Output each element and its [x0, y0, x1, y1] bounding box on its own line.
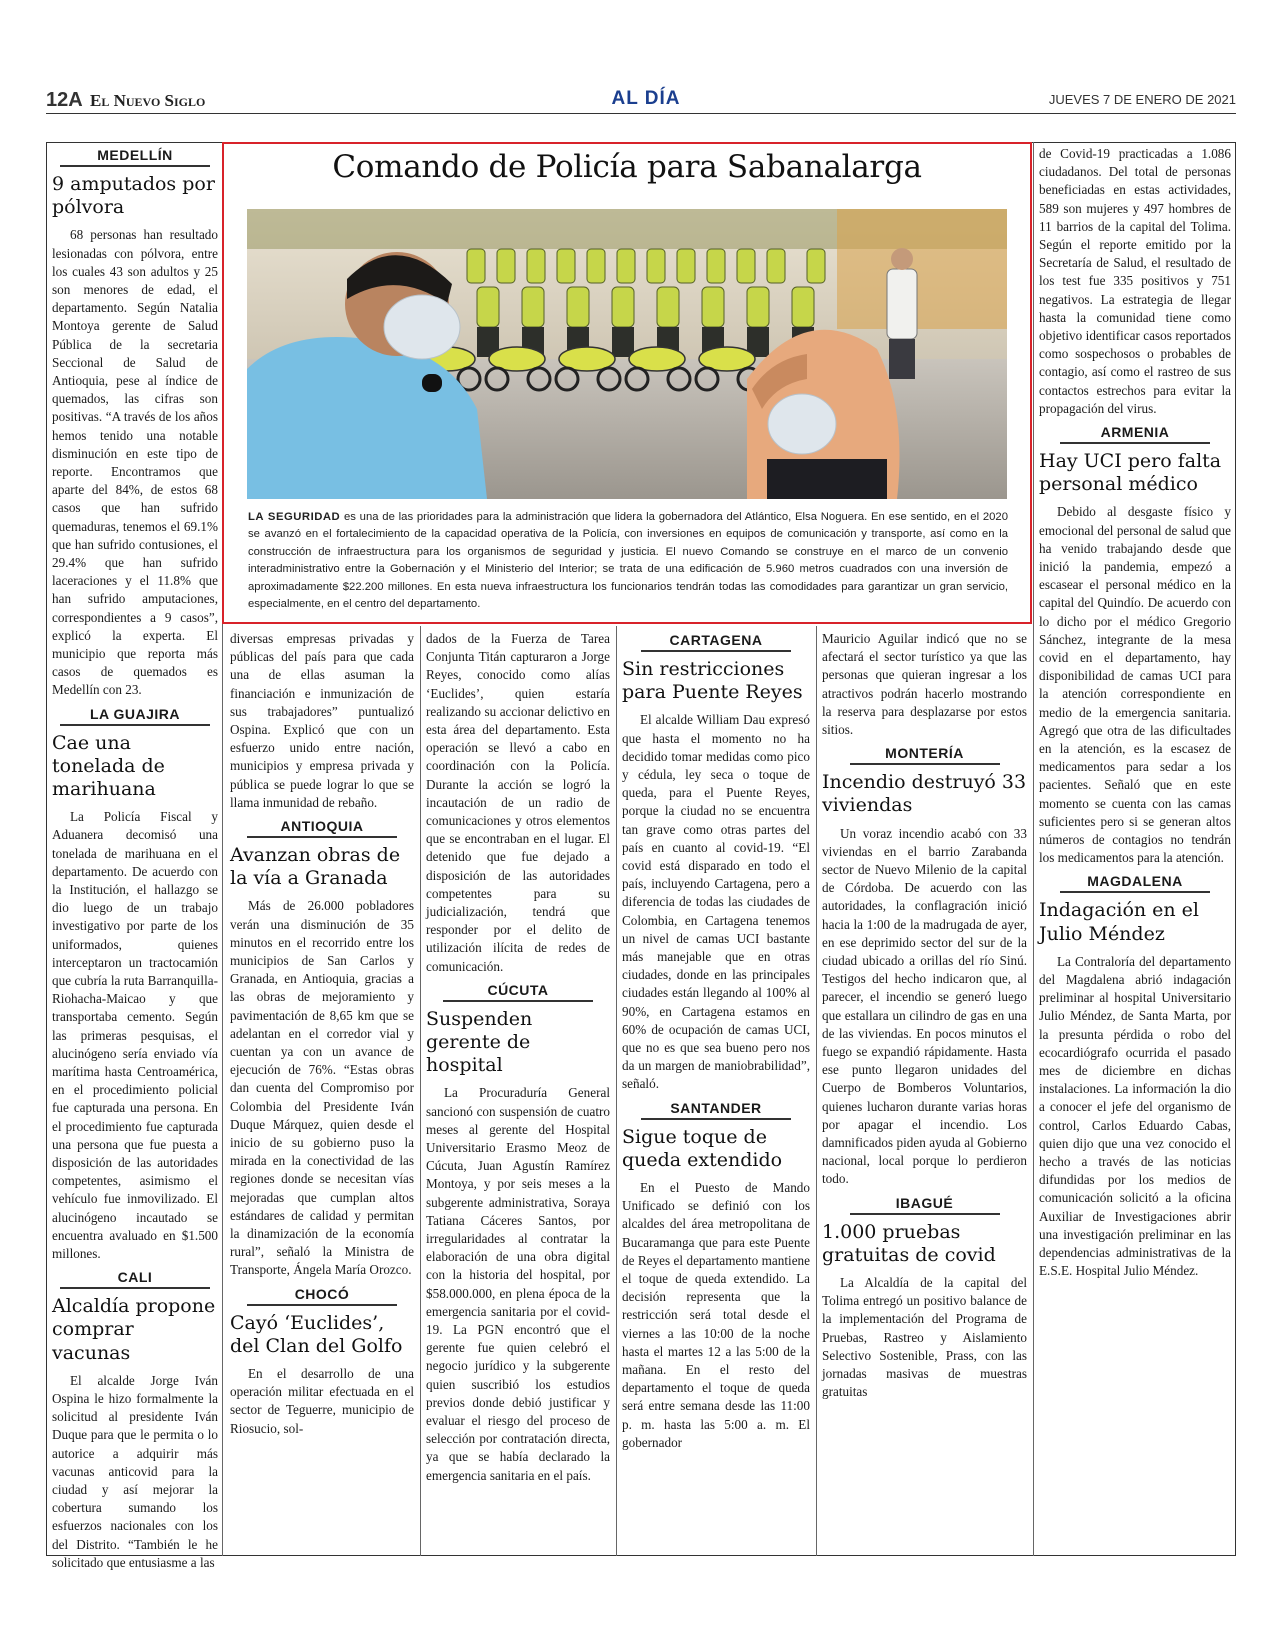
article-body: El alcalde William Dau expresó que hasta el momento no ha decidido tomar medidas como pico y cédula, ley seca o toque de queda, para el Puente Reyes, porque la ciudad no se encuentra tan grave como otras partes del país en cuanto al covid-19. “El covid está disparado en todo el país, incluyendo Cartagena, pero a diferencia de todas las ciudades de Colombia, en Cartagena tenemos un nivel de camas UCI bastante más manejable que en otras ciudades, donde en las principales ciudades están llegando al 100% al 90%, en Cartagena estamos en 60% de ocupación de camas UCI, que no es que sea bueno pero nos da un margen de maniobrabilidad”, señaló. [622, 712, 810, 1092]
article-headline: Sigue toque de queda extendido [622, 1125, 783, 1171]
region-label: IBAGUÉ [850, 1195, 1000, 1215]
region-label: MAGDALENA [1060, 873, 1210, 893]
region-label: LA GUAJIRA [60, 706, 210, 726]
article-headline: Sin restricciones para Puente Reyes [622, 658, 803, 704]
article-choco [230, 1286, 414, 1438]
region-label: CÚCUTA [443, 982, 593, 1002]
column-5 [822, 630, 1027, 1550]
article-body: La Policía Fiscal y Aduanera decomisó una tonelada de marihuana en el departamento. De acuerdo con la Institución, el hallazgo se dio luego de un trabajo investigativo por parte de los uniformados, quienes interceptaron un tractocamión que cubría la ruta Barranquilla-Riohacha-Maicao y que transportaba cemento. Según las primeras pesquisas, el alucinógeno sería enviado vía marítima hasta Centroamérica, en el procedimiento policial fue capturada una persona. En el procedimiento fue capturada una persona que fue puesta a disposición de las autoridades competentes, asimismo el vehículo fue inmovilizado. El alucinógeno incautado se encuentra avaluado en $1.500 millones. [52, 809, 218, 1262]
article-body: La Alcaldía de la capital del Tolima entregó un positivo balance de la implementación del Programa de Pruebas, Rastreo y Aislamiento Selectivo Sostenible, Prass, con las jornadas masivas de muestras gratuitas [822, 1274, 1027, 1400]
feature-photo [247, 209, 1007, 499]
article-armenia [1039, 424, 1231, 867]
article-continuation: de Covid-19 practicadas a 1.086 ciudadanos. Del total de personas beneficiadas en estas actividades, 589 son mujeres y 497 hombres de 11 barrios de la capital del Tolima. Según el reporte emitido por la Secretaría de Salud, el resultado de los test fue 335 positivos y 751 negativos. La estrategia de llegar hasta la comunidad tiene como objetivo identificar casos reportados como sospechosos o probables de contagio, así como el rastreo de sus contactos estrechos para evitar la propagación del virus. [1039, 146, 1231, 416]
region-label: SANTANDER [641, 1100, 791, 1120]
article-guajira [52, 706, 218, 1264]
article-body: Debido al desgaste físico y emocional del personal de salud que ha venido trabajando desde que inició la pandemia, empezó a escasear el personal médico en la capital del Quindío. De acuerdo con lo dicho por el médico Gregorio Sánchez, integrante de la mesa covid en el departamento, hay disponibilidad de camas UCI para la atención correspondiente en medio de la emergencia sanitaria. Agregó que otra de las dificultades en la atención, es la escasez de medicamentos para sedar a los pacientes. Señaló que en este momento se cuenta con las camas suficientes pero si se generan altos números de contagios no tendrán los medicamentos para la atención. [1039, 504, 1231, 866]
region-label: MEDELLÍN [60, 147, 210, 167]
article-headline: Incendio destruyó 33 viviendas [822, 771, 1027, 817]
section-name: AL DÍA [611, 88, 681, 109]
column-2 [230, 630, 414, 1550]
region-label: CHOCÓ [247, 1286, 397, 1306]
article-continuation: diversas empresas privadas y públicas del país para que cada una de ellas asuman la financiación e inmunización de sus trabajadores” puntualizó Ospina. Explicó que con un esfuerzo unido entre nación, municipios y empresa privada y pública se puede lograr lo que se llama inmunidad de rebaño. [230, 631, 414, 810]
article-headline: Indagación en el Julio Méndez [1039, 899, 1199, 945]
column-rule [616, 626, 617, 1556]
article-headline: Hay UCI pero falta personal médico [1039, 450, 1222, 496]
article-body: La Contraloría del departamento del Magdalena abrió indagación preliminar al hospital Universitario Julio Méndez, de Santa Marta, por la presunta pérdida o robo del ecocardiógrafo ocurrida el pasado mes de diciembre en dichas instalaciones. La información la dio a conocer el jefe del organismo de control, Carlos Eduardo Cabas, quien dijo que una vez conocido el hecho a través de las noticias difundidas por los medios de comunicación solicitó a la oficina Auxiliar de Investigaciones abrir una investigación preliminar en las dependencias administrativas de la E.S.E. Hospital Julio Méndez. [1039, 953, 1231, 1279]
column-4 [622, 630, 810, 1550]
article-santander [622, 1100, 810, 1452]
region-label: CARTAGENA [641, 632, 791, 652]
region-label: ARMENIA [1060, 424, 1210, 444]
article-headline: 1.000 pruebas gratuitas de covid [822, 1220, 996, 1266]
article-cali [52, 1269, 218, 1572]
article-headline: Cae una tonelada de marihuana [52, 731, 165, 800]
article-continuation: dados de la Fuerza de Tarea Conjunta Titán capturaron a Jorge Reyes, conocido como alías ‘Euclides’, quien estaría realizando su accionar delictivo en esta área del departamento. Esta operación se llevó a cabo en coordinación con la Policía. Durante la acción se logró la incautación de un radio de comunicaciones y otros elementos que se encontraban en el lugar. El detenido que fue dejado a disposición de las autoridades competentes para su judicialización, tendrá que responder por el delito de utilización ilícita de redes de comunicación. [426, 631, 610, 974]
article-body: La Procuraduría General sancionó con suspensión de cuatro meses al gerente del Hospital Universitario Erasmo Meoz de Cúcuta, Juan Agustín Ramírez Montoya, y por seis meses a la subgerente administrativa, Soraya Tatiana Cáceres Santos, por irregularidades al contratar la elaboración de una obra digital con la historia del hospital, por $58.000.000, en plena época de la emergencia sanitaria por el covid-19. La PGN encontró que el gerente fue quien celebró el negocio jurídico y la subgerente quien suscribió los estudios previos donde debió justificar y evaluar el riesgo del proceso de selección por contratación directa, ya que se había declarado la emergencia sanitaria en el país. [426, 1085, 610, 1483]
article-headline: Alcaldía propone comprar vacunas [52, 1295, 216, 1364]
column-1 [52, 145, 218, 1570]
article-body: Un voraz incendio acabó con 33 viviendas en el barrio Zarabanda sector de Nuevo Milenio de la capital de Córdoba. De acuerdo con las autoridades, la conflagración inició hacia la 1:00 de la madrugada de ayer, en ese deprimido sector del sur de la ciudad ubicado a orillas del río Sinú. Testigos del hecho indicaron que, al parecer, el incendio se generó luego que estallara un cilindro de gas en una de las viviendas. En pocos minutos el fuego se expandió rápidamente. Hasta ese punto llegaron unidades del Cuerpo de Bomberos Voluntarios, quienes lucharon durante varias horas por apagar el incendio. Los damnificados piden ayuda al Gobierno nacional, local porque lo perdieron todo. [822, 825, 1027, 1187]
police-parade-photo [247, 209, 1007, 499]
article-magdalena [1039, 873, 1231, 1280]
article-body: Más de 26.000 pobladores verán una disminución de 35 minutos en el recorrido entre los municipios de San Carlos y Granada, en Antioquia, gracias a las obras de mejoramiento y pavimentación de 8,65 km que se adelantan en el corredor vial y cuentan ya con un avance de ejecución de 76%. “Estas obras dan cuenta del Compromiso por Colombia del Presidente Iván Duque Márquez, quien desde el inicio de su gobierno puso la mirada en la conectividad de las regiones donde se necesitan vías mejoradas que cumplan altos estándares de calidad y permitan la dinamización de la economía rural”, señaló la Ministra de Transporte, Ángela María Orozco. [230, 898, 414, 1278]
feature-headline: Comando de Policía para Sabanalarga [332, 149, 922, 185]
article-medellin [52, 147, 218, 700]
column-rule [420, 626, 421, 1556]
column-rule [1033, 142, 1034, 1556]
article-monteria [822, 745, 1027, 1188]
article-headline: Suspenden gerente de hospital [426, 1007, 533, 1077]
article-cucuta [426, 982, 610, 1485]
article-ibague [822, 1195, 1027, 1402]
article-continuation: Mauricio Aguilar indicó que no se afectará el sector turístico ya que las personas que quieran ingresar a los atractivos podrán hacerlo mostrando la reserva para desplazarse por estos sitios. [822, 631, 1027, 738]
article-antioquia [230, 818, 414, 1280]
page-header [46, 88, 1236, 114]
column-3 [426, 630, 610, 1550]
column-6 [1039, 145, 1231, 1553]
region-label: MONTERÍA [850, 745, 1000, 765]
column-rule [816, 626, 817, 1556]
issue-date: JUEVES 7 DE ENERO DE 2021 [1048, 92, 1236, 107]
article-headline: Avanzan obras de la vía a Granada [230, 844, 401, 890]
newspaper-name: El Nuevo Siglo [90, 91, 206, 110]
article-headline: 9 amputados por pólvora [52, 173, 215, 219]
article-headline: Cayó ‘Euclides’, del Clan del Golfo [230, 1311, 403, 1357]
article-body: El alcalde Jorge Iván Ospina le hizo formalmente la solicitud al presidente Iván Duque para que le permita o lo autorice a adquirir más vacunas anticovid para la ciudad y así mejorar la cobertura sumando los esfuerzos nacionales con los del Distrito. “También le he solicitado que entusiasme a las [52, 1372, 218, 1570]
region-label: ANTIOQUIA [247, 818, 397, 838]
page-number: 12A [46, 89, 83, 111]
region-label: CALI [60, 1269, 210, 1289]
photo-caption [248, 509, 1008, 613]
caption-lead: LA SEGURIDAD [248, 511, 341, 523]
article-body: En el desarrollo de una operación militar efectuada en el sector de Teguerre, municipio de Riosucio, sol- [230, 1365, 414, 1436]
article-cartagena [622, 632, 810, 1094]
article-body: 68 personas han resultado lesionadas con pólvora, entre los cuales 43 son adultos y 25 son menores de edad, el departamento. Según Natalia Montoya gerente de Salud Pública de la secretaria Seccional de Salud de Antioquia, pese al índice de quemados, las cifras son positivas. “A través de los años hemos tenido una notable disminución en este tipo de reporte. Encontramos que aparte del 84%, de estos 68 casos que han sufrido quemaduras, tenemos el 69.1% que han sufrido contusiones, el 29.4% que han sufrido laceraciones y el 11.8% que han sufrido amputaciones, correspondientes a 9 casos”, explicó la experta. El municipio que reporta más casos de quemados es Medellín con 23. [52, 227, 218, 698]
feature-story [222, 142, 1032, 624]
caption-text: es una de las prioridades para la administración que lidera la gobernadora del Atlántico, Elsa Noguera. En ese sentido, en el 2020 se avanzó en el fortalecimiento de la capacidad operativa de la Policía, con inversiones en equipos de comunicación y transporte, así como en la construcción de infraestructura para los organismos de seguridad y justicia. El nuevo Comando se construye en el marco de un convenio interadministrativo entre la Gobernación y el Ministerio del Interior; se trata de una edificación de 5.960 metros cuadrados con una inversión de aproximadamente $22.200 millones. En esta nueva infraestructura los funcionarios tendrán todas las comodidades para garantizar un gran servicio, especialmente, en el centro del departamento. [248, 511, 1008, 611]
article-body: En el Puesto de Mando Unificado se definió con los alcaldes del área metropolitana de Bucaramanga que para este Puente de Reyes el departamento mantiene el toque de queda extendido. La decisión representa que la restricción será total desde el viernes a las 10:00 de la noche hasta el martes 12 a las 5:00 de la mañana. En el resto del departamento el toque de queda será entre semana desde las 11:00 p. m. hasta las 5:00 a. m. El gobernador [622, 1179, 810, 1450]
